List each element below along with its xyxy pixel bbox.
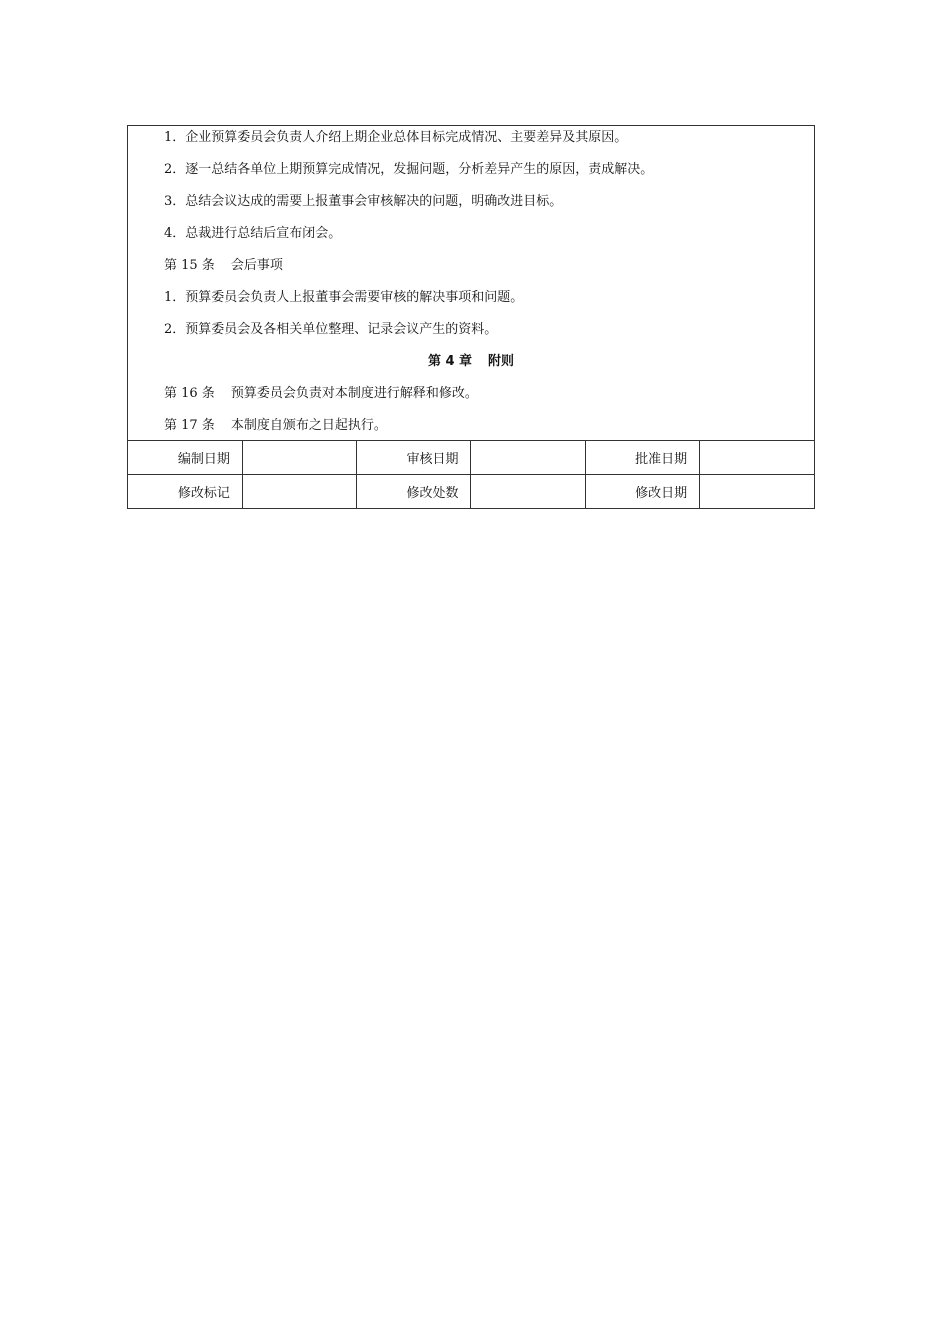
- chapter-4-heading: [164, 354, 814, 370]
- revision-count-value: [471, 475, 585, 509]
- compile-date-value: [242, 441, 356, 475]
- chapter-4-title: 附则: [488, 354, 515, 369]
- revision-table: [128, 441, 814, 508]
- article-16: [164, 386, 814, 402]
- article-17-text: 本制度自颁布之日起执行。: [230, 418, 387, 433]
- approval-date-value: [700, 441, 814, 475]
- revision-count-label: 修改处数: [357, 475, 471, 509]
- article-15-item-2: 2．预算委员会及各相关单位整理、记录会议产生的资料。: [164, 322, 498, 337]
- revision-table-row-1: [128, 441, 814, 475]
- document-body: [128, 126, 814, 441]
- revision-date-label: 修改日期: [585, 475, 699, 509]
- paragraph-item-3: 3．总结会议达成的需要上报董事会审核解决的问题，明确改进目标。: [164, 194, 563, 209]
- revision-table-row-2: [128, 475, 814, 509]
- revision-date-value: [700, 475, 814, 509]
- compile-date-label: 编制日期: [128, 441, 242, 475]
- article-16-text: 预算委员会负责对本制度进行解释和修改。: [230, 386, 478, 401]
- paragraph-item-1: 1．企业预算委员会负责人介绍上期企业总体目标完成情况、主要差异及其原因。: [164, 130, 628, 145]
- article-17: [164, 418, 814, 434]
- review-date-label: 审核日期: [357, 441, 471, 475]
- article-15-heading: [164, 258, 814, 274]
- chapter-4-number: 第 4 章: [427, 354, 473, 369]
- article-17-number: 第 17 条: [164, 418, 215, 433]
- revision-mark-label: 修改标记: [128, 475, 242, 509]
- approval-date-label: 批准日期: [585, 441, 699, 475]
- document-frame: [127, 125, 815, 509]
- paragraph-item-2: 2．逐一总结各单位上期预算完成情况，发掘问题，分析差异产生的原因，责成解决。: [164, 162, 654, 177]
- article-15-item-1: 1．预算委员会负责人上报董事会需要审核的解决事项和问题。: [164, 290, 524, 305]
- article-15-title: 会后事项: [230, 258, 283, 273]
- review-date-value: [471, 441, 585, 475]
- revision-mark-value: [242, 475, 356, 509]
- paragraph-item-4: 4．总裁进行总结后宣布闭会。: [164, 226, 342, 241]
- article-15-number: 第 15 条: [164, 258, 215, 273]
- article-16-number: 第 16 条: [164, 386, 215, 401]
